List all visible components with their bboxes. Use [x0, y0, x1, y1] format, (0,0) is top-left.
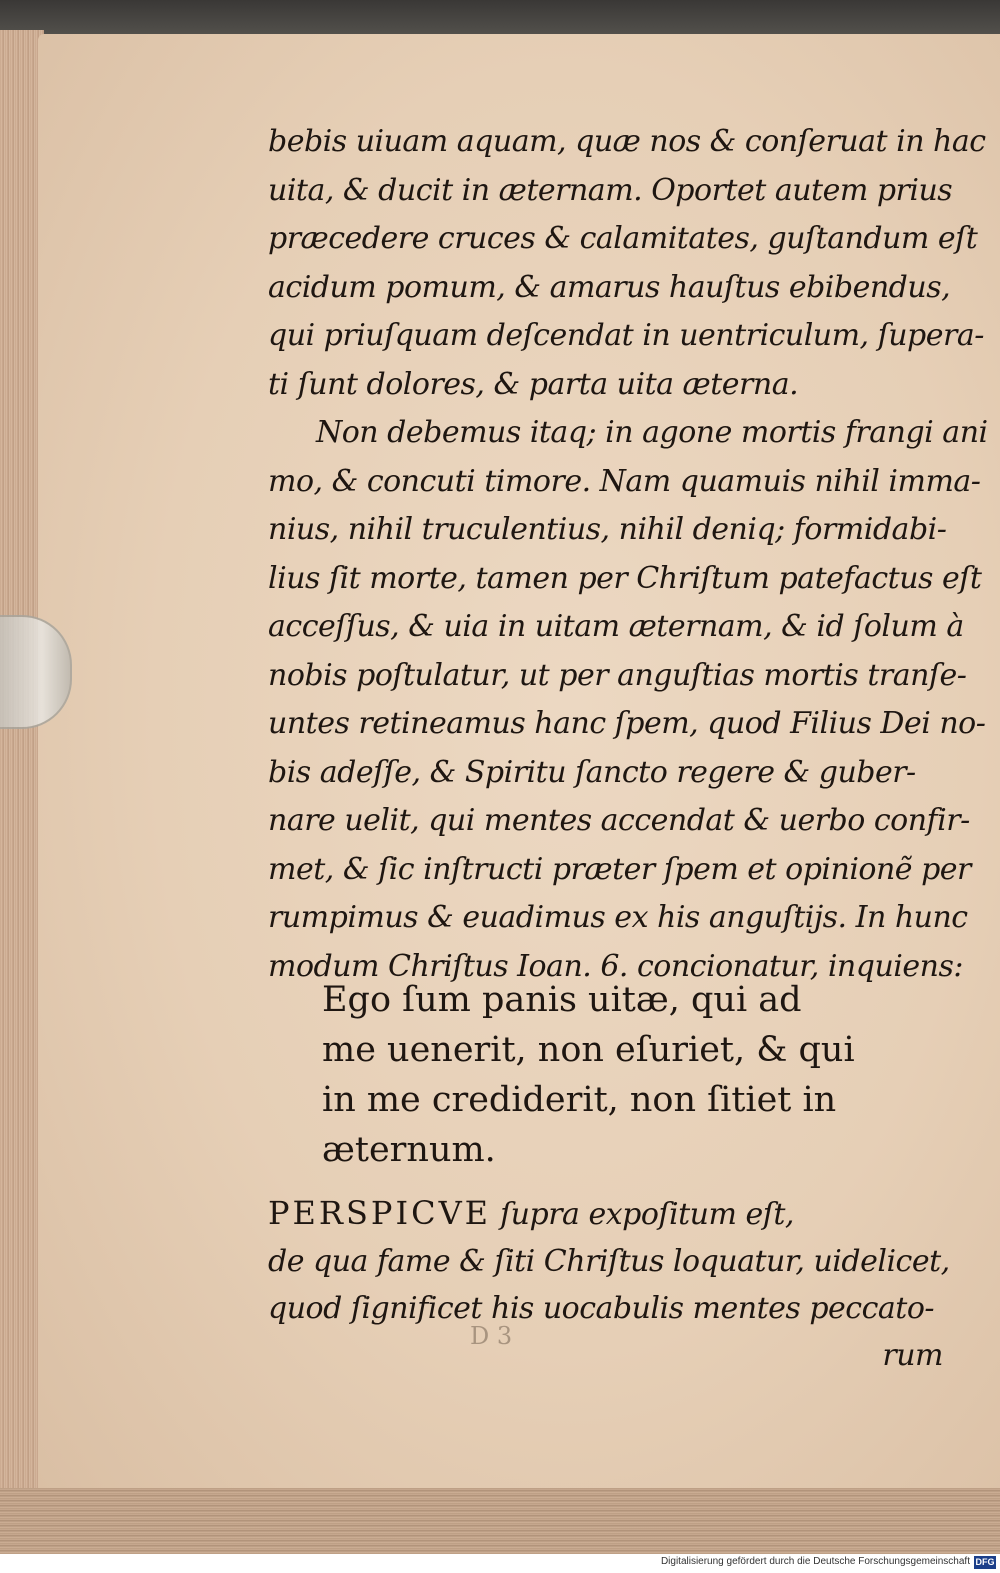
quote-line-4: æternum.	[322, 1130, 496, 1170]
body-line-4: acidum pomum, & amarus hauſtus ebibendus,	[268, 269, 951, 305]
body-line-6: ti ſunt dolores, & parta uita æterna.	[268, 366, 799, 402]
book-page-edges-bottom	[0, 1488, 1000, 1554]
body-line-13: untes retineamus hanc ſpem, quod Filius Dei no-	[268, 706, 986, 741]
quote-line-2: me uenerit, non eſuriet, & qui	[322, 1030, 855, 1070]
quote-line-3: in me crediderit, non ſitiet in	[322, 1080, 837, 1120]
tail-line-1-rest: ſupra expoſitum eſt,	[491, 1197, 794, 1232]
body-line-2: uita, & ducit in æternam. Oportet autem prius	[268, 172, 953, 208]
body-line-9: nius, nihil truculentius, nihil deniq; formidabi-	[268, 512, 947, 547]
body-text	[268, 118, 988, 991]
body-line-18: modum Chriſtus Ioan. 6. concionatur, inquiens:	[268, 948, 963, 984]
tail-initial-caps: PERSPICVE	[268, 1194, 492, 1232]
body-line-12: nobis poſtulatur, ut per anguſtias mortis tranſe-	[268, 657, 967, 693]
footer-credit: Digitalisierung gefördert durch die Deutsche Forschungsgemeinschaft	[660, 1556, 970, 1567]
body-line-17: rumpimus & euadimus ex his anguſtijs. In hunc	[268, 900, 968, 935]
body-line-16: met, & ſic inſtructi præter ſpem et opinionẽ per	[268, 851, 971, 887]
scripture-quote	[322, 975, 922, 1175]
body-line-7: Non debemus itaq; in agone mortis frangi ani	[316, 415, 988, 450]
tail-line-3: quod ſignificet his uocabulis mentes peccato-	[268, 1291, 935, 1326]
quote-line-1: Ego ſum panis uitæ, qui ad	[322, 980, 802, 1020]
body-line-14: bis adeſſe, & Spiritu ſancto regere & guber-	[268, 754, 916, 790]
tail-line-1	[268, 1190, 953, 1238]
following-paragraph	[268, 1190, 953, 1379]
body-line-10: lius ſit morte, tamen per Chriſtum patefactus eſt	[268, 560, 982, 596]
catchword: rum	[882, 1338, 943, 1373]
body-line-15: nare uelit, qui mentes accendat & uerbo confir-	[268, 803, 970, 838]
body-line-5: qui priuſquam deſcendat in uentriculum, ſupera-	[268, 318, 984, 353]
body-line-3: præcedere cruces & calamitates, guſtandum eſt	[268, 221, 978, 256]
body-line-11: acceſſus, & uia in uitam æternam, & id ſolum à	[268, 609, 964, 644]
body-line-8: mo, & concuti timore. Nam quamuis nihil imma-	[268, 463, 981, 499]
signature-mark: D 3	[470, 1322, 513, 1350]
dfg-logo-icon: DFG	[975, 1557, 995, 1567]
tail-line-2: de qua fame & ſiti Chriſtus loquatur, uidelicet,	[268, 1244, 950, 1279]
body-line-1: bebis uiuam aquam, quæ nos & conſeruat in hac	[268, 124, 986, 159]
